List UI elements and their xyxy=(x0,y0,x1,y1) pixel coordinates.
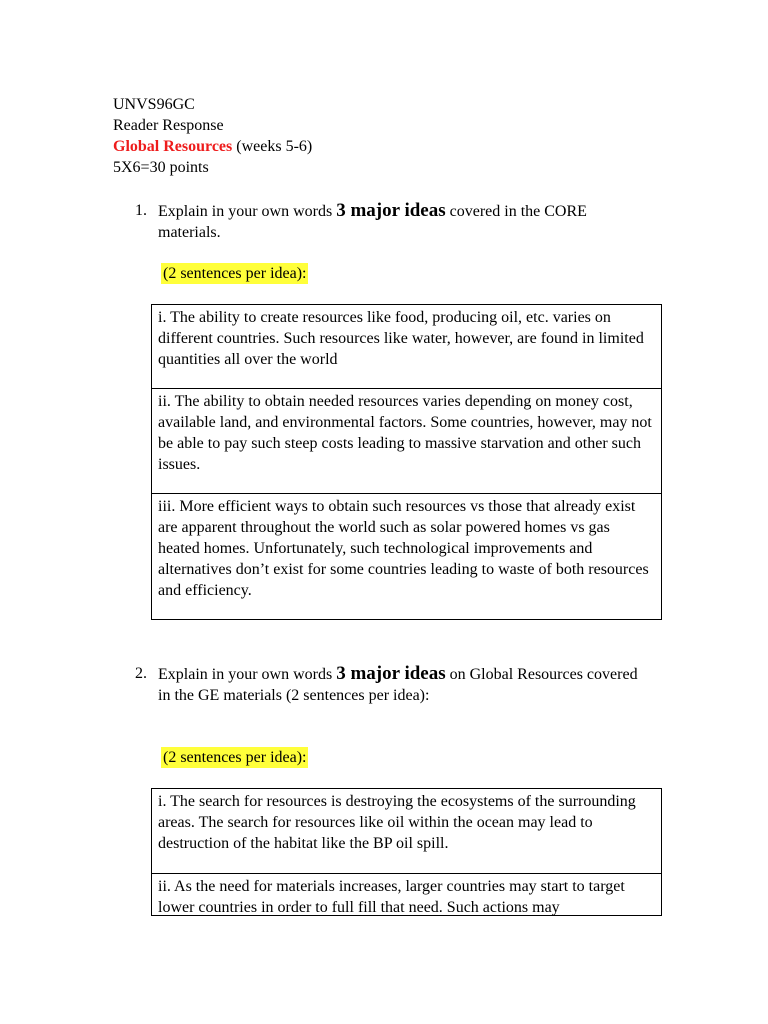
prompt-prefix: Explain in your own words xyxy=(158,203,337,220)
answer-cell[interactable]: ii. The ability to obtain needed resources varies depending on money cost, available land, and environmental factors. Some countries, however, may not be able to pay such steep costs leading to massive starvation and other such issues. xyxy=(152,389,661,494)
answer-cell[interactable]: ii. As the need for materials increases, larger countries may start to target lower countries in order to full fill that need. Such actions may xyxy=(158,878,625,915)
question-number: 1. xyxy=(135,202,147,219)
points-line: 5X6=30 points xyxy=(113,159,209,176)
topic-highlight: Global Resources xyxy=(113,138,233,155)
document-header xyxy=(113,94,312,178)
prompt-suffix: covered in the CORE materials. xyxy=(158,203,587,241)
prompt-emphasis: 3 major ideas xyxy=(336,663,446,684)
course-code: UNVS96GC xyxy=(113,96,195,113)
answer-table-1 xyxy=(151,304,662,620)
prompt-suffix: on Global Resources covered in the GE materials (2 sentences per idea): xyxy=(158,666,638,704)
question-prompt xyxy=(158,663,648,706)
answer-cell[interactable]: iii. More efficient ways to obtain such resources vs those that already exist are apparent throughout the world such as solar powered homes vs gas heated homes. Unfortunately, such technological improvements and alternatives don’t exist for some countries leading to waste of both resources and efficiency. xyxy=(158,498,649,599)
question-prompt xyxy=(158,200,648,243)
topic-weeks: (weeks 5-6) xyxy=(232,138,313,155)
assignment-title: Reader Response xyxy=(113,117,224,134)
highlighted-instruction: (2 sentences per idea): xyxy=(163,749,307,766)
topic-line xyxy=(113,136,312,157)
answer-cell[interactable]: i. The ability to create resources like food, producing oil, etc. varies on different countries. Such resources like water, however, are found in limited quantities all over the world xyxy=(152,305,661,389)
prompt-emphasis: 3 major ideas xyxy=(336,200,446,221)
answer-table-2 xyxy=(151,788,662,916)
question-number: 2. xyxy=(135,665,147,682)
answer-cell[interactable]: i. The search for resources is destroying the ecosystems of the surrounding areas. The search for resources like oil within the ocean may lead to destruction of the habitat like the BP oil spill. xyxy=(152,789,661,874)
prompt-prefix: Explain in your own words xyxy=(158,666,337,683)
highlighted-instruction: (2 sentences per idea): xyxy=(163,265,307,282)
